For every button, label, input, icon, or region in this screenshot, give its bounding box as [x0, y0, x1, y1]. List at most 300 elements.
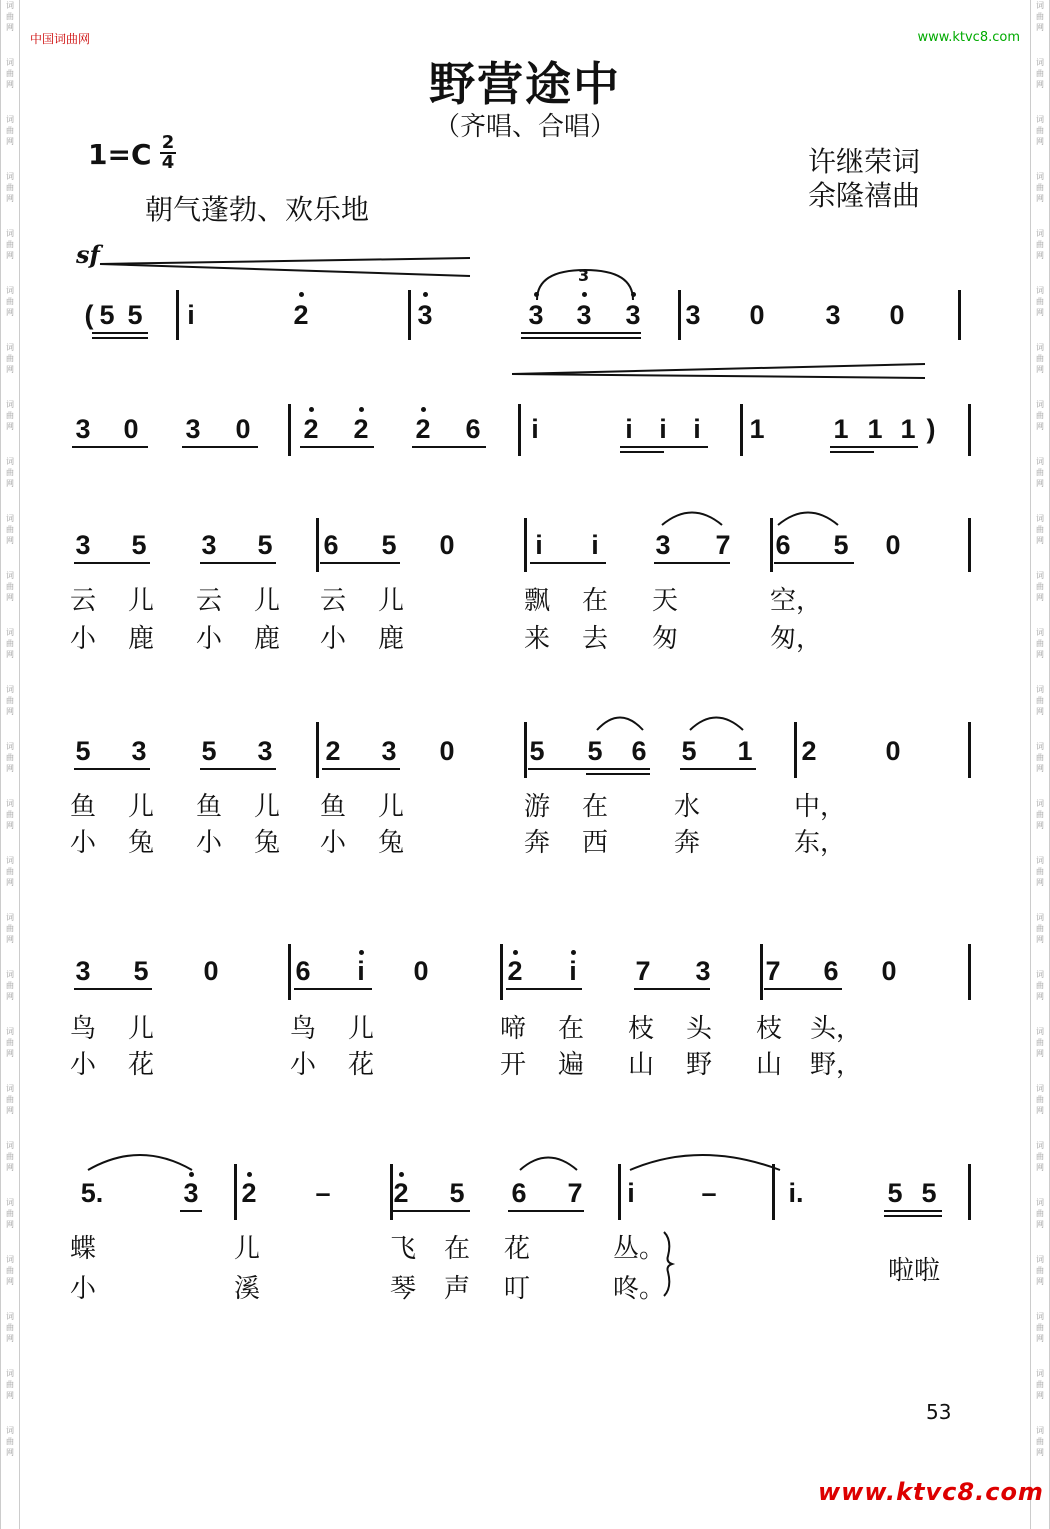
side-watermark-char: 词 — [6, 742, 14, 751]
note: 0 — [413, 956, 429, 986]
note: 6 — [775, 530, 791, 560]
lyric: 小 — [195, 624, 222, 654]
note: 0 — [885, 530, 901, 560]
note: 3 — [576, 300, 592, 330]
side-watermark-char: 曲 — [1036, 1095, 1044, 1104]
side-watermark-char: 词 — [1036, 286, 1044, 295]
side-watermark-char: 网 — [6, 479, 14, 488]
side-watermark-char: 曲 — [6, 183, 14, 192]
lyric: 云 — [195, 586, 222, 616]
note: 3 — [201, 530, 217, 560]
lyric: 声 — [443, 1274, 470, 1304]
side-watermark-char: 词 — [6, 571, 14, 580]
side-watermark-char: 词 — [1036, 1198, 1044, 1207]
lyric: 头， — [810, 1014, 863, 1044]
lyric: 山 — [755, 1050, 782, 1080]
lyric: 鱼 — [195, 792, 222, 822]
lyric: 开 — [499, 1050, 526, 1080]
note: 3 — [257, 736, 273, 766]
lyric: 小 — [195, 828, 222, 858]
side-watermark-char: 曲 — [6, 411, 14, 420]
time-bottom: 4 — [161, 152, 175, 173]
note: 6 — [295, 956, 311, 986]
side-watermark-char: 网 — [1036, 194, 1044, 203]
side-watermark-char: 网 — [6, 308, 14, 317]
triplet-mark: 3 — [578, 266, 590, 285]
note: 7 — [635, 956, 651, 986]
side-watermark-char: 词 — [1036, 913, 1044, 922]
side-watermark-char: 网 — [6, 1334, 14, 1343]
note: 2 — [325, 736, 341, 766]
side-watermark-char: 网 — [1036, 1106, 1044, 1115]
note: 5 — [381, 530, 397, 560]
side-watermark-char: 曲 — [6, 867, 14, 876]
side-watermark-char: 网 — [1036, 650, 1044, 659]
note: 2 — [241, 1178, 257, 1208]
side-watermark-char: 词 — [6, 514, 14, 523]
side-watermark-char: 词 — [6, 286, 14, 295]
side-watermark-char: 曲 — [1036, 1437, 1044, 1446]
lyric: 鱼 — [319, 792, 346, 822]
side-watermark-char: 网 — [6, 23, 14, 32]
side-watermark-char: 词 — [6, 58, 14, 67]
lyric: 花 — [127, 1050, 154, 1080]
lyric: 琴 — [389, 1274, 416, 1304]
note: 0 — [203, 956, 219, 986]
close-paren: ) — [926, 414, 936, 444]
side-watermark-char: 网 — [6, 365, 14, 374]
lyric: 匆 — [651, 624, 678, 654]
side-watermark-char: 曲 — [6, 1209, 14, 1218]
side-watermark-char: 曲 — [1036, 1323, 1044, 1332]
note: 0 — [123, 414, 139, 444]
note: i — [625, 414, 633, 444]
note: 7 — [715, 530, 731, 560]
lyric: 奔 — [523, 828, 550, 858]
note: 1 — [900, 414, 916, 444]
note: i — [659, 414, 667, 444]
lyric-refrain: 啦啦 — [887, 1256, 940, 1286]
note: 7 — [765, 956, 781, 986]
lyric: 儿 — [347, 1014, 374, 1044]
note: 0 — [439, 530, 455, 560]
side-watermark-char: 词 — [6, 172, 14, 181]
side-watermark-char: 词 — [1036, 115, 1044, 124]
lyric: 游 — [523, 792, 550, 822]
note: 6 — [511, 1178, 527, 1208]
key-signature: 1=C — [88, 138, 152, 171]
note: 0 — [881, 956, 897, 986]
note: i — [693, 414, 701, 444]
side-watermark-char: 词 — [6, 1312, 14, 1321]
side-watermark-char: 网 — [1036, 707, 1044, 716]
side-watermark-char: 词 — [6, 343, 14, 352]
lyric: 儿 — [233, 1234, 260, 1264]
note: i — [569, 956, 577, 986]
note: 5. — [80, 1178, 104, 1208]
side-watermark-char: 曲 — [6, 126, 14, 135]
lyric: 飘 — [523, 586, 550, 616]
lyric: 小 — [289, 1050, 316, 1080]
side-watermark-char: 网 — [1036, 1448, 1044, 1457]
tempo-marking: 朝气蓬勃、欢乐地 — [145, 193, 370, 226]
side-watermark-char: 词 — [1036, 343, 1044, 352]
side-watermark-char: 网 — [1036, 422, 1044, 431]
side-watermark-char: 曲 — [1036, 297, 1044, 306]
lyric: 溪 — [233, 1274, 260, 1304]
lyric: 西 — [581, 828, 608, 858]
lyric: 水 — [673, 792, 700, 822]
side-watermark-char: 网 — [6, 878, 14, 887]
side-watermark-char: 网 — [6, 935, 14, 944]
side-watermark-char: 曲 — [6, 240, 14, 249]
side-watermark-char: 词 — [1036, 1141, 1044, 1150]
note: 3 — [131, 736, 147, 766]
lyric: 山 — [627, 1050, 654, 1080]
side-watermark-char: 曲 — [6, 1095, 14, 1104]
lyric: 小 — [69, 1050, 96, 1080]
side-watermark-char: 曲 — [6, 1266, 14, 1275]
side-watermark-char: 曲 — [6, 69, 14, 78]
lyric: 儿 — [127, 586, 154, 616]
side-watermark-char: 曲 — [1036, 468, 1044, 477]
side-watermark-char: 曲 — [1036, 69, 1044, 78]
note: 5 — [681, 736, 697, 766]
lyric: 天 — [651, 586, 678, 616]
site-name-left: 中国词曲网 — [30, 32, 91, 46]
side-watermark-char: 网 — [1036, 479, 1044, 488]
side-watermark-char: 曲 — [1036, 1152, 1044, 1161]
side-watermark-char: 网 — [6, 650, 14, 659]
lyric: 小 — [69, 828, 96, 858]
note: 5 — [131, 530, 147, 560]
note: i — [187, 300, 195, 330]
open-paren: ( — [84, 300, 94, 330]
note: 3 — [75, 956, 91, 986]
note: 3 — [417, 300, 433, 330]
side-watermark-char: 网 — [6, 1163, 14, 1172]
side-watermark-char: 词 — [1036, 514, 1044, 523]
side-watermark-char: 词 — [6, 970, 14, 979]
side-watermark-char: 词 — [1036, 172, 1044, 181]
note: 3 — [685, 300, 701, 330]
side-watermark-char: 曲 — [6, 297, 14, 306]
note: i — [357, 956, 365, 986]
side-watermark-char: 曲 — [6, 1437, 14, 1446]
side-watermark-char: 网 — [6, 1448, 14, 1457]
side-watermark-char: 词 — [6, 1198, 14, 1207]
lyric: 枝 — [755, 1014, 782, 1044]
side-watermark-char: 词 — [6, 1369, 14, 1378]
note: i. — [788, 1178, 804, 1208]
side-watermark-char: 网 — [1036, 1220, 1044, 1229]
side-watermark-char: 网 — [6, 137, 14, 146]
note: 5 — [529, 736, 545, 766]
side-watermark-char: 网 — [1036, 1391, 1044, 1400]
side-watermark-char: 网 — [6, 821, 14, 830]
side-watermark-char: 词 — [1036, 1027, 1044, 1036]
note: 6 — [465, 414, 481, 444]
side-watermark-char: 网 — [1036, 365, 1044, 374]
side-watermark-char: 词 — [6, 1027, 14, 1036]
side-watermark-char: 曲 — [6, 924, 14, 933]
side-watermark-char: 词 — [6, 856, 14, 865]
side-watermark-char: 词 — [1036, 1, 1044, 10]
composer: 余隆禧曲 — [808, 179, 921, 212]
site-url-right: www.ktvc8.com — [917, 30, 1020, 45]
note: 3 — [183, 1178, 199, 1208]
lyric: 在 — [581, 586, 608, 616]
lyric: 小 — [319, 624, 346, 654]
side-watermark-char: 网 — [1036, 1163, 1044, 1172]
lyric: 在 — [581, 792, 608, 822]
note: 2 — [507, 956, 523, 986]
watermark-logo: www.ktvc8.com — [818, 1478, 1044, 1506]
note: 5 — [921, 1178, 937, 1208]
side-watermark-char: 曲 — [6, 582, 14, 591]
page-number: 53 — [926, 1400, 952, 1424]
note: 6 — [323, 530, 339, 560]
lyric: 枝 — [627, 1014, 654, 1044]
note: i — [535, 530, 543, 560]
side-watermark-char: 词 — [1036, 685, 1044, 694]
side-watermark-char: 网 — [6, 80, 14, 89]
dash: – — [701, 1178, 717, 1208]
side-watermark-char: 曲 — [1036, 810, 1044, 819]
lyric: 儿 — [377, 586, 404, 616]
side-watermark-char: 曲 — [1036, 753, 1044, 762]
side-watermark-char: 词 — [1036, 970, 1044, 979]
note: 2 — [415, 414, 431, 444]
side-watermark-char: 网 — [6, 1049, 14, 1058]
side-watermark-char: 网 — [6, 1391, 14, 1400]
side-watermark-char: 曲 — [1036, 1266, 1044, 1275]
lyric: 儿 — [127, 792, 154, 822]
note: 2 — [393, 1178, 409, 1208]
lyric: 东， — [794, 828, 847, 858]
side-watermark-char: 曲 — [1036, 1209, 1044, 1218]
side-watermark-char: 曲 — [1036, 1380, 1044, 1389]
note: 6 — [631, 736, 647, 766]
note: 7 — [567, 1178, 583, 1208]
note: 6 — [823, 956, 839, 986]
side-watermark-char: 网 — [1036, 935, 1044, 944]
side-watermark-char: 网 — [1036, 536, 1044, 545]
note: 5 — [833, 530, 849, 560]
side-watermark-char: 曲 — [6, 639, 14, 648]
lyric: 鱼 — [69, 792, 96, 822]
side-watermark-char: 网 — [1036, 1049, 1044, 1058]
lyric: 叮 — [503, 1274, 530, 1304]
side-watermark-char: 词 — [1036, 1084, 1044, 1093]
note: 5 — [133, 956, 149, 986]
lyric: 在 — [557, 1014, 584, 1044]
side-watermark-char: 曲 — [1036, 525, 1044, 534]
note: 2 — [353, 414, 369, 444]
side-watermark-char: 曲 — [1036, 639, 1044, 648]
lyric: 儿 — [253, 792, 280, 822]
note: 0 — [889, 300, 905, 330]
side-watermark-char: 词 — [6, 1, 14, 10]
side-watermark-char: 网 — [6, 1220, 14, 1229]
side-watermark-char: 曲 — [1036, 981, 1044, 990]
lyric: 去 — [581, 624, 608, 654]
side-watermark-char: 曲 — [6, 696, 14, 705]
side-watermark-char: 曲 — [6, 1380, 14, 1389]
song-title: 野营途中 — [429, 57, 621, 111]
side-watermark-char: 曲 — [6, 468, 14, 477]
note: 0 — [439, 736, 455, 766]
lyric: 儿 — [253, 586, 280, 616]
side-watermark-char: 曲 — [6, 1152, 14, 1161]
note: 5 — [887, 1178, 903, 1208]
side-watermark-char: 网 — [6, 992, 14, 1001]
note: 2 — [293, 300, 309, 330]
lyric: 蝶 — [69, 1234, 96, 1264]
note: 3 — [75, 530, 91, 560]
note: 5 — [99, 300, 115, 330]
note: 2 — [801, 736, 817, 766]
lyric: 匆， — [770, 624, 823, 654]
side-watermark-char: 网 — [1036, 992, 1044, 1001]
lyric: 鸟 — [289, 1014, 316, 1044]
side-watermark-char: 网 — [6, 764, 14, 773]
lyric: 鸟 — [69, 1014, 96, 1044]
lyric: 中， — [794, 792, 847, 822]
note: i — [627, 1178, 635, 1208]
lyric: 兔 — [127, 828, 154, 858]
side-watermark-char: 网 — [6, 707, 14, 716]
note: 1 — [737, 736, 753, 766]
side-watermark-char: 网 — [1036, 23, 1044, 32]
side-watermark-char: 曲 — [1036, 696, 1044, 705]
note: 5 — [449, 1178, 465, 1208]
lyric: 儿 — [377, 792, 404, 822]
side-watermark-char: 网 — [1036, 308, 1044, 317]
lyric: 飞 — [389, 1234, 416, 1264]
note: 3 — [75, 414, 91, 444]
side-watermark-char: 网 — [6, 422, 14, 431]
lyric: 咚。 — [612, 1274, 665, 1304]
lyric: 小 — [319, 828, 346, 858]
lyric: 小 — [69, 624, 96, 654]
note: 5 — [201, 736, 217, 766]
lyric: 兔 — [253, 828, 280, 858]
side-watermark-char: 网 — [1036, 764, 1044, 773]
side-watermark-char: 网 — [1036, 821, 1044, 830]
lyric: 遍 — [557, 1050, 584, 1080]
lyric: 空， — [770, 586, 823, 616]
side-watermark-char: 曲 — [6, 1038, 14, 1047]
side-watermark-char: 曲 — [6, 525, 14, 534]
side-watermark-char: 网 — [6, 1277, 14, 1286]
lyric: 花 — [347, 1050, 374, 1080]
side-watermark-char: 词 — [6, 400, 14, 409]
time-top: 2 — [161, 132, 175, 153]
side-watermark-char: 词 — [1036, 1426, 1044, 1435]
side-watermark-char: 曲 — [6, 981, 14, 990]
side-watermark-char: 词 — [1036, 400, 1044, 409]
side-watermark-char: 曲 — [6, 810, 14, 819]
side-watermark-char: 词 — [6, 628, 14, 637]
side-watermark-char: 词 — [1036, 229, 1044, 238]
side-watermark-char: 网 — [6, 194, 14, 203]
side-watermark-char: 网 — [1036, 1334, 1044, 1343]
note: 2 — [303, 414, 319, 444]
side-watermark-char: 曲 — [1036, 240, 1044, 249]
note: 0 — [749, 300, 765, 330]
lyric: 云 — [69, 586, 96, 616]
lyric: 啼 — [499, 1014, 526, 1044]
lyric: 鹿 — [127, 624, 154, 654]
side-watermark-char: 网 — [6, 1106, 14, 1115]
side-watermark-char: 词 — [1036, 1312, 1044, 1321]
lyric: 云 — [319, 586, 346, 616]
side-watermark-char: 词 — [1036, 799, 1044, 808]
note: 3 — [825, 300, 841, 330]
note: 3 — [625, 300, 641, 330]
lyric: 野， — [810, 1050, 863, 1080]
side-watermark-char: 曲 — [6, 753, 14, 762]
side-watermark-char: 词 — [1036, 742, 1044, 751]
dynamic-mark: sf — [76, 240, 100, 269]
side-watermark-char: 曲 — [1036, 183, 1044, 192]
note: 3 — [528, 300, 544, 330]
side-watermark-char: 词 — [6, 229, 14, 238]
side-watermark-char: 曲 — [6, 1323, 14, 1332]
lyric: 儿 — [127, 1014, 154, 1044]
side-watermark-char: 词 — [6, 1426, 14, 1435]
side-watermark-char: 曲 — [1036, 582, 1044, 591]
note: 3 — [381, 736, 397, 766]
side-watermark-char: 词 — [6, 457, 14, 466]
side-watermark-char: 词 — [1036, 58, 1044, 67]
side-watermark-char: 网 — [1036, 878, 1044, 887]
note: 3 — [695, 956, 711, 986]
side-watermark-char: 网 — [6, 593, 14, 602]
lyric: 在 — [443, 1234, 470, 1264]
lyric: 鹿 — [253, 624, 280, 654]
side-watermark-char: 词 — [6, 1084, 14, 1093]
side-watermark-char: 曲 — [1036, 411, 1044, 420]
side-watermark-char: 网 — [1036, 251, 1044, 260]
side-watermark-char: 词 — [1036, 856, 1044, 865]
side-watermark-char: 词 — [1036, 571, 1044, 580]
lyricist: 许继荣词 — [808, 145, 921, 178]
side-watermark-char: 词 — [6, 1255, 14, 1264]
side-watermark-char: 词 — [1036, 628, 1044, 637]
note: 3 — [655, 530, 671, 560]
side-watermark-char: 词 — [6, 115, 14, 124]
side-watermark-char: 曲 — [1036, 126, 1044, 135]
note: 1 — [749, 414, 765, 444]
side-watermark-char: 曲 — [1036, 924, 1044, 933]
side-watermark-char: 词 — [1036, 1369, 1044, 1378]
lyric: 兔 — [377, 828, 404, 858]
lyric: 头 — [685, 1014, 712, 1044]
note: 5 — [587, 736, 603, 766]
note: 5 — [127, 300, 143, 330]
note: 5 — [75, 736, 91, 766]
lyric: 来 — [523, 624, 550, 654]
note: 1 — [867, 414, 883, 444]
side-watermark-char: 曲 — [6, 354, 14, 363]
side-watermark-char: 词 — [6, 1141, 14, 1150]
lyric: 花 — [503, 1234, 530, 1264]
dash: – — [315, 1178, 331, 1208]
note: 0 — [885, 736, 901, 766]
side-watermark-char: 词 — [1036, 457, 1044, 466]
